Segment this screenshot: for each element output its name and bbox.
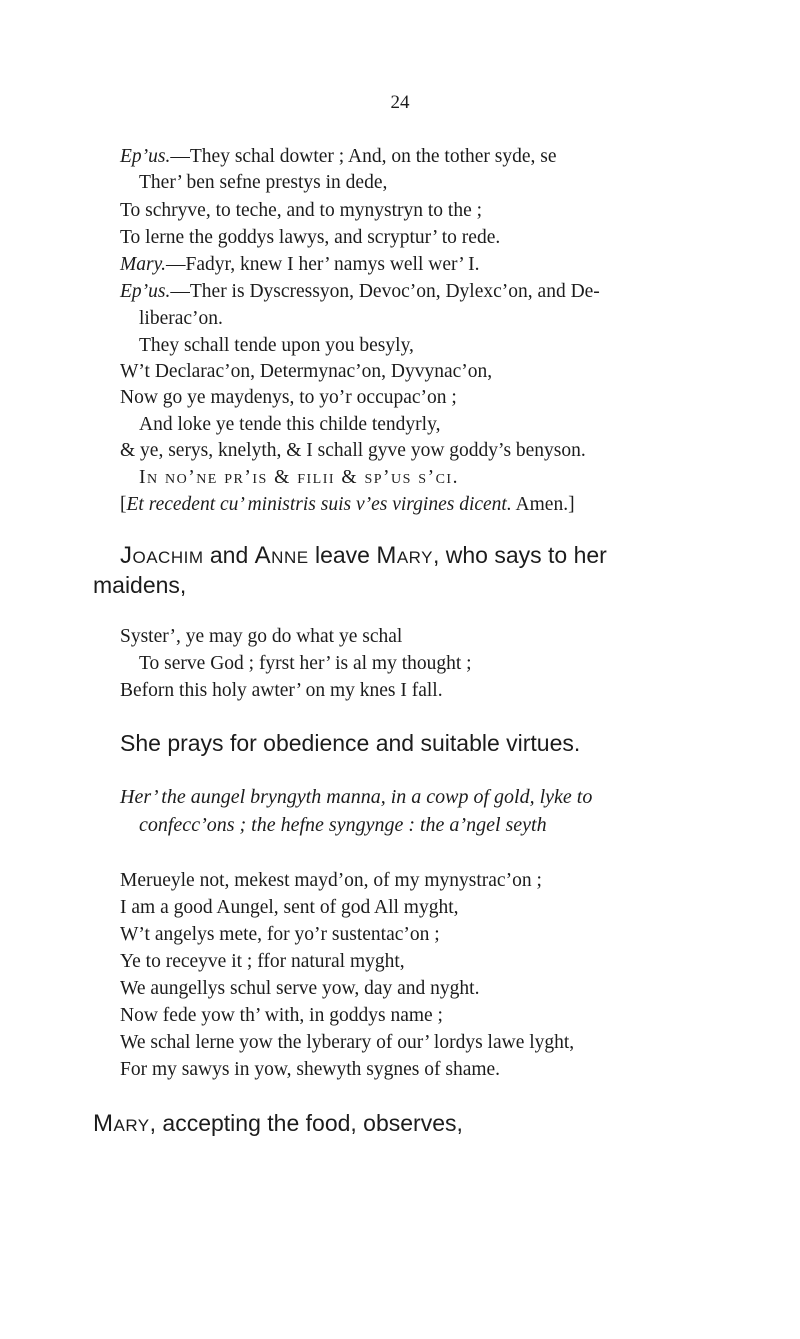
verse-line: Merueyle not, mekest mayd’on, of my mynystrac’on ; (120, 870, 542, 891)
verse-line: Ep’us.—They schal dowter ; And, on the tother syde, se (120, 146, 557, 167)
verse-line: Ep’us.—Ther is Dyscressyon, Devoc’on, Dylexc’on, and De- (120, 281, 600, 302)
verse-line: Ther’ ben sefne prestys in dede, (139, 172, 388, 193)
narrative-heading-2: She prays for obedience and suitable virtues. (120, 730, 581, 756)
verse-line: W’t angelys mete, for yo’r sustentac’on ; (120, 924, 440, 945)
verse-line: Beforn this holy awter’ on my knes I fall. (120, 680, 443, 701)
verse-line: We aungellys schul serve yow, day and nyght. (120, 978, 480, 999)
verse-line: To schryve, to teche, and to mynystryn to the ; (120, 200, 483, 221)
verse-line: & ye, serys, knelyth, & I schall gyve yow goddy’s benyson. (120, 440, 586, 461)
benediction-line: In no’ne pr’is & filii & sp’us s’ci. (139, 467, 459, 488)
page-number: 24 (390, 92, 410, 113)
verse-line: To lerne the goddys lawys, and scryptur’ to rede. (120, 227, 501, 248)
verse-line: I am a good Aungel, sent of god All myght, (120, 897, 459, 918)
narrative-heading-1: Joachim and Anne leave Mary, who says to her (120, 542, 607, 569)
rubric-line: Her’ the aungel bryngyth manna, in a cowp of gold, lyke to (120, 786, 593, 808)
verse-line: Now go ye maydenys, to yo’r occupac’on ; (120, 387, 457, 408)
narrative-heading-1-cont: maidens, (93, 572, 187, 598)
verse-line: We schal lerne yow the lyberary of our’ lordys lawe lyght, (120, 1032, 575, 1053)
verse-line: W’t Declarac’on, Determynac’on, Dyvynac’on, (120, 361, 493, 382)
verse-line: And loke ye tende this childe tendyrly, (139, 414, 441, 435)
speaker-label: Mary. (120, 254, 167, 275)
verse-line: Now fede yow th’ with, in goddys name ; (120, 1005, 443, 1026)
verse-line: liberac’on. (139, 308, 223, 329)
verse-line: To serve God ; fyrst her’ is al my thought ; (139, 653, 472, 674)
verse-line: They schall tende upon you besyly, (139, 335, 414, 356)
speaker-label: Ep’us. (120, 146, 171, 167)
verse-line: Ye to receyve it ; ffor natural myght, (120, 951, 405, 972)
verse-line: Syster’, ye may go do what ye schal (120, 626, 403, 647)
narrative-heading-3: Mary, accepting the food, observes, (93, 1110, 463, 1137)
rubric-line: confecc’ons ; the hefne syngynge : the a’ngel seyth (139, 814, 547, 836)
verse-line: Mary.—Fadyr, knew I her’ namys well wer’ I. (120, 254, 480, 275)
speaker-label: Ep’us. (120, 281, 171, 302)
stage-direction: [Et recedent cu’ ministris suis v’es virgines dicent. Amen.] (120, 494, 575, 515)
verse-line: For my sawys in yow, shewyth sygnes of shame. (120, 1059, 501, 1080)
